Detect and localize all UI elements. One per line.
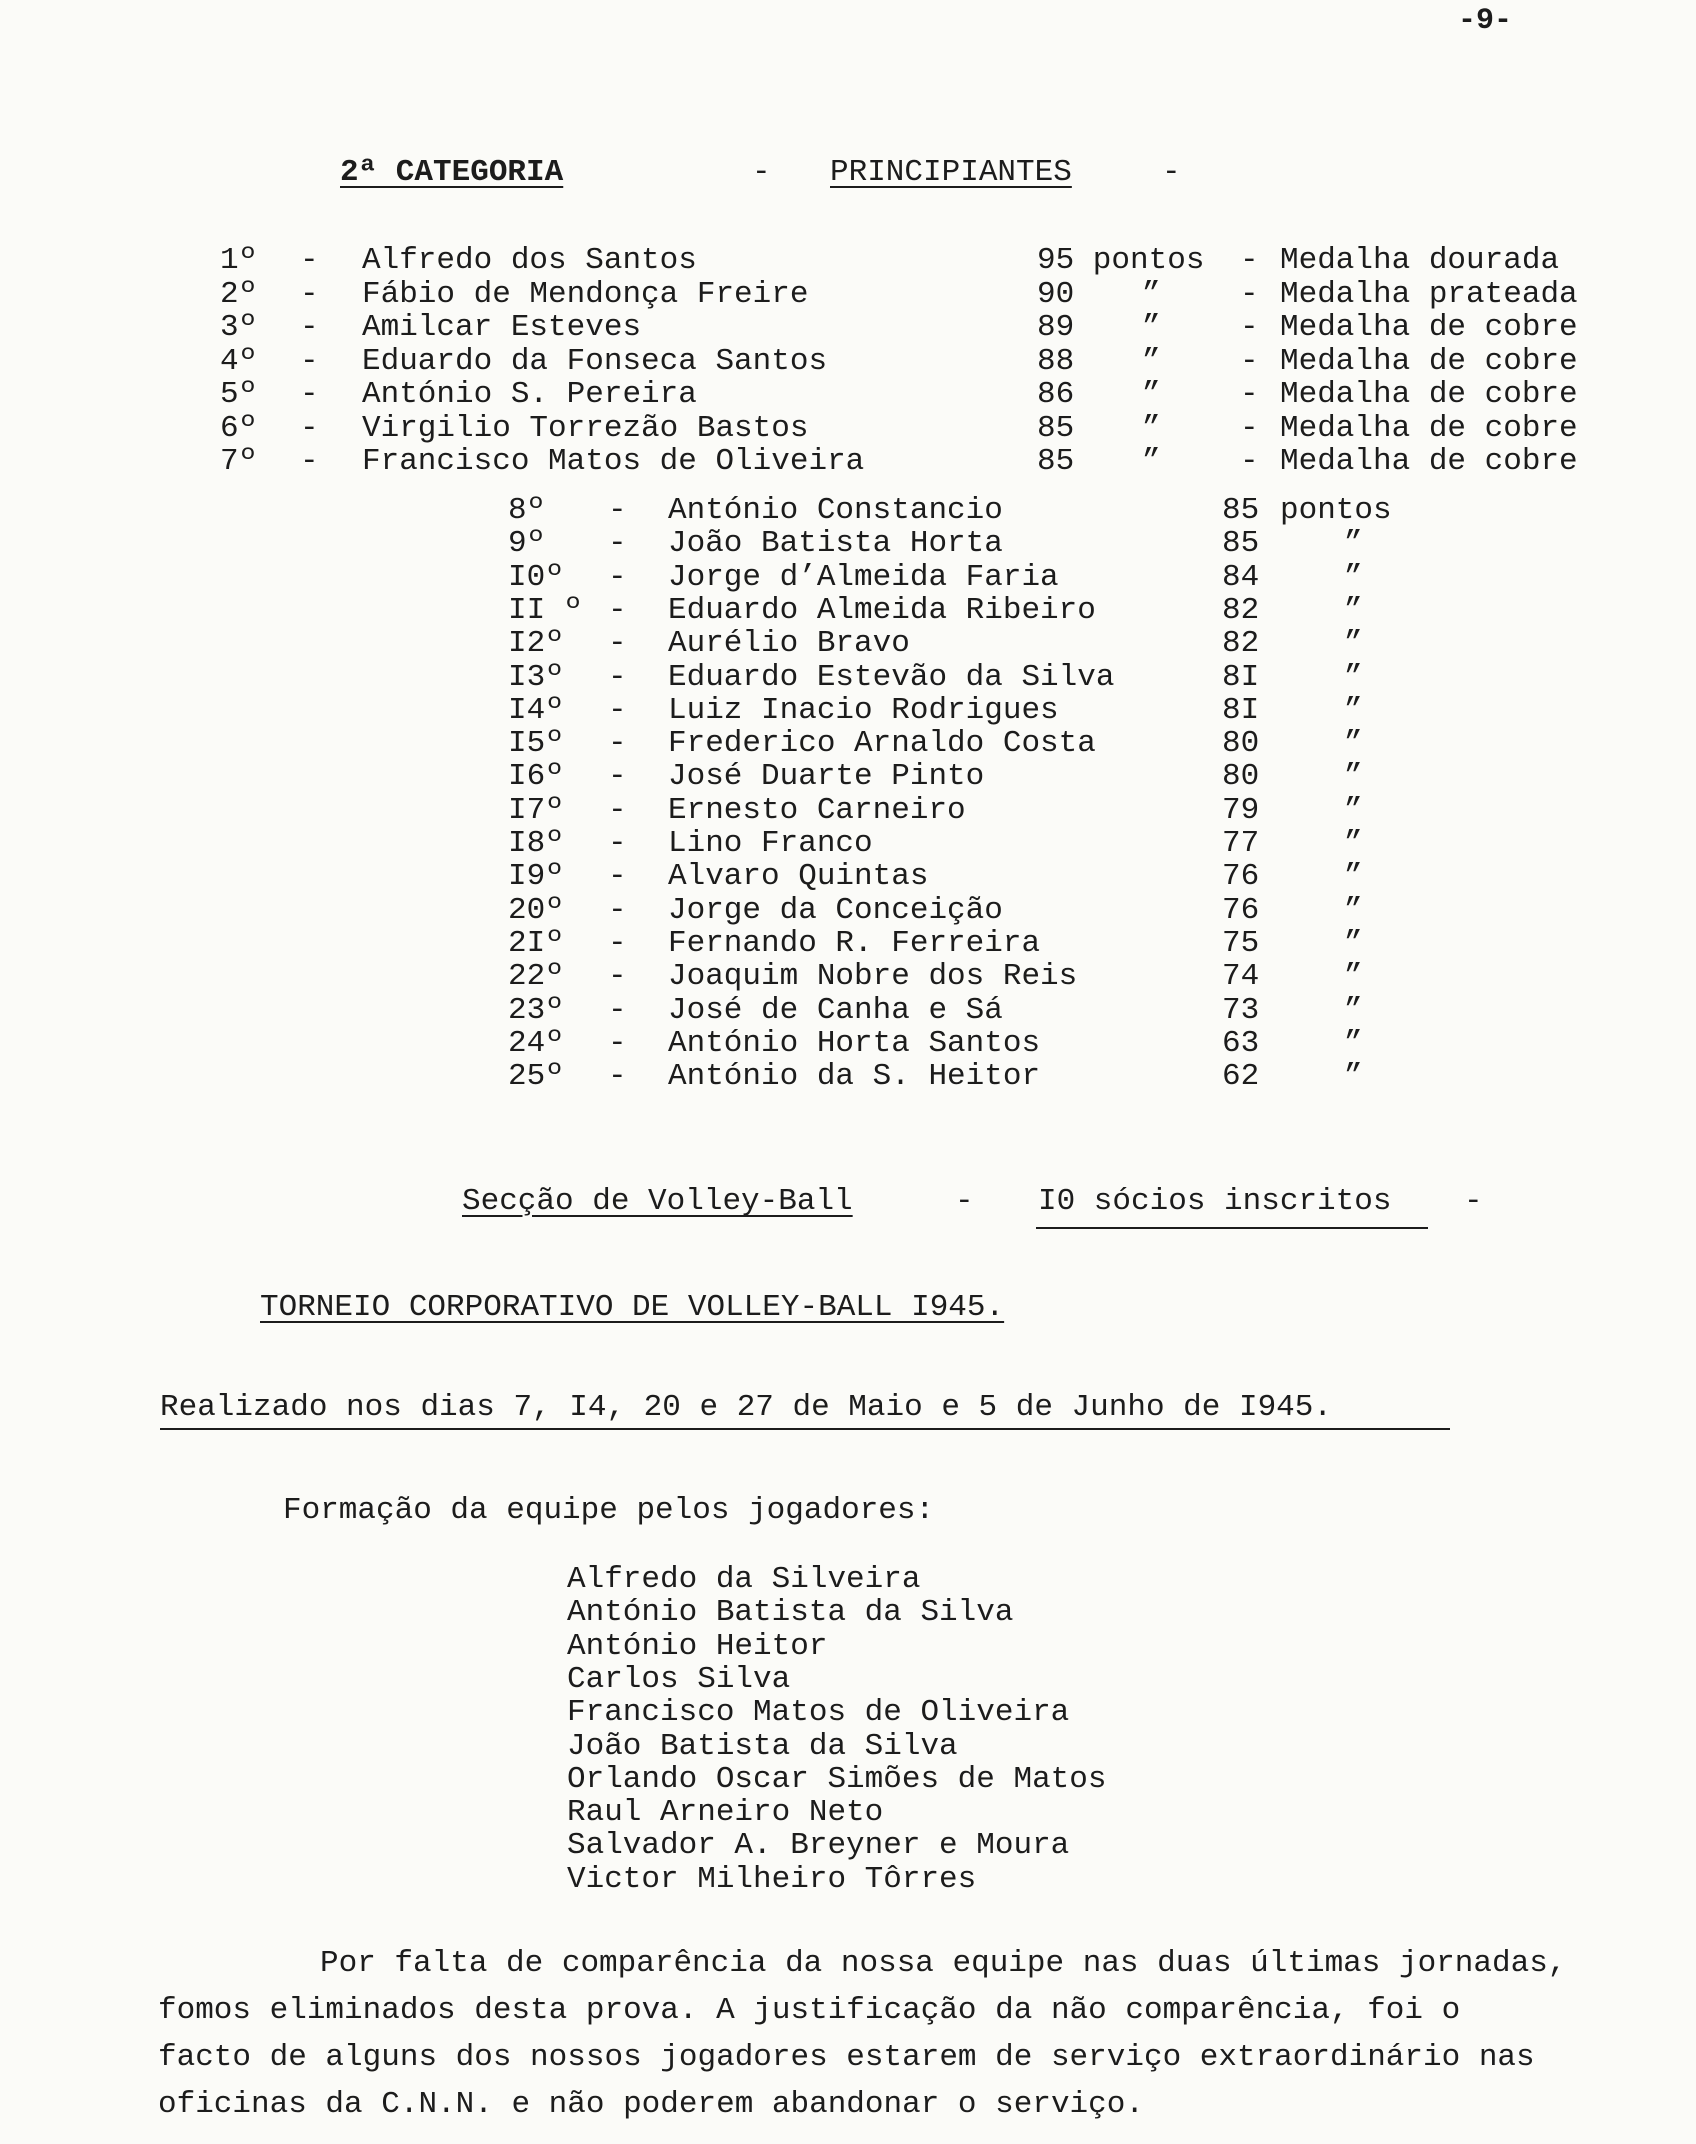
player-name: Salvador A. Breyner e Moura bbox=[567, 1828, 1070, 1864]
points-value: 85 bbox=[1037, 410, 1075, 446]
points-unit: ” bbox=[1344, 592, 1363, 628]
competitor-name: Eduardo Estevão da Silva bbox=[668, 659, 1115, 695]
points-value: 85 bbox=[1222, 526, 1260, 562]
competitor-name: Francisco Matos de Oliveira bbox=[362, 444, 865, 479]
player-name: Raul Arneiro Neto bbox=[567, 1795, 884, 1831]
rank-dash: - bbox=[608, 659, 627, 695]
points-unit: ” bbox=[1344, 1059, 1363, 1095]
rank-place: I0º bbox=[508, 559, 564, 595]
rank-dash: - bbox=[608, 592, 627, 628]
medal-row bbox=[0, 243, 1696, 276]
ranked-row bbox=[0, 560, 1696, 593]
rank-dash: - bbox=[608, 826, 627, 861]
rank-place: 9º bbox=[508, 526, 546, 562]
ranked-row bbox=[0, 759, 1696, 795]
medal-name: Medalha de cobre bbox=[1280, 410, 1578, 446]
points-unit: ” bbox=[1344, 626, 1363, 662]
points-unit: ” bbox=[1344, 692, 1363, 728]
points-unit: ” bbox=[1344, 726, 1363, 762]
rank-place: 5º bbox=[220, 377, 258, 412]
rank-place: 22º bbox=[508, 959, 564, 995]
medal-name: Medalha de cobre bbox=[1280, 310, 1578, 345]
rank-place: I9º bbox=[508, 859, 564, 895]
rank-dash: - bbox=[608, 1059, 627, 1095]
medal-name: Medalha dourada bbox=[1280, 243, 1560, 278]
points-unit: ” bbox=[1344, 826, 1363, 861]
ditto-mark: ” bbox=[1142, 276, 1161, 312]
ranked-row bbox=[0, 926, 1696, 959]
rank-dash: - bbox=[608, 892, 627, 928]
points-unit: ” bbox=[1344, 925, 1363, 961]
tournament-dates-underline bbox=[160, 1428, 1450, 1430]
paragraph-line: Por falta de comparência da nossa equipe nas duas últimas jornadas, bbox=[320, 1946, 1567, 1981]
points-value: 8I bbox=[1222, 659, 1260, 695]
competitor-name: António Horta Santos bbox=[668, 1025, 1041, 1061]
medal-row bbox=[0, 377, 1696, 410]
player-name: Carlos Silva bbox=[567, 1661, 791, 1697]
points-value: 62 bbox=[1222, 1059, 1260, 1095]
points-unit: ” bbox=[1344, 659, 1363, 695]
ditto-mark: ” bbox=[1142, 310, 1161, 345]
points-value: 95 pontos bbox=[1037, 243, 1205, 278]
medal-name: Medalha prateada bbox=[1280, 276, 1578, 312]
medal-row bbox=[0, 444, 1696, 477]
rank-place: 25º bbox=[508, 1059, 564, 1095]
points-value: 76 bbox=[1222, 892, 1260, 928]
medal-dash: - bbox=[1240, 343, 1259, 379]
player-name: Victor Milheiro Tôrres bbox=[567, 1861, 977, 1897]
medal-row bbox=[0, 310, 1696, 343]
ranked-row bbox=[0, 493, 1696, 526]
ranked-row bbox=[0, 626, 1696, 662]
competitor-name: Eduardo Almeida Ribeiro bbox=[668, 592, 1096, 628]
ditto-mark: ” bbox=[1142, 444, 1161, 479]
rank-place: I5º bbox=[508, 726, 564, 762]
points-value: 79 bbox=[1222, 792, 1260, 828]
points-value: 75 bbox=[1222, 925, 1260, 961]
competitor-name: Eduardo da Fonseca Santos bbox=[362, 343, 828, 379]
player-name: João Batista da Silva bbox=[567, 1728, 958, 1764]
ranked-row bbox=[0, 1026, 1696, 1059]
competitor-name: Luiz Inacio Rodrigues bbox=[668, 692, 1059, 728]
paragraph-line: oficinas da C.N.N. e não poderem abandonar o serviço. bbox=[158, 2087, 1144, 2122]
medal-dash: - bbox=[1240, 276, 1259, 312]
competitor-name: Frederico Arnaldo Costa bbox=[668, 726, 1096, 762]
medal-name: Medalha de cobre bbox=[1280, 343, 1578, 379]
competitor-name: Ernesto Carneiro bbox=[668, 792, 966, 828]
rank-place: 2º bbox=[220, 276, 258, 312]
ditto-mark: ” bbox=[1142, 410, 1161, 446]
points-value: 8I bbox=[1222, 692, 1260, 728]
rank-dash: - bbox=[608, 626, 627, 662]
ranked-row bbox=[0, 1059, 1696, 1095]
rank-place: 8º bbox=[508, 493, 546, 528]
rank-dash: - bbox=[300, 310, 319, 345]
competitor-name: Amilcar Esteves bbox=[362, 310, 642, 345]
points-value: 89 bbox=[1037, 310, 1075, 345]
rank-dash: - bbox=[300, 243, 319, 278]
paragraph-line: fomos eliminados desta prova. A justificação da não comparência, foi o bbox=[158, 1993, 1461, 2028]
rank-dash: - bbox=[608, 959, 627, 995]
points-unit: pontos bbox=[1280, 493, 1392, 528]
rank-place: I6º bbox=[508, 759, 564, 795]
points-unit: ” bbox=[1344, 526, 1363, 562]
medal-name: Medalha de cobre bbox=[1280, 377, 1578, 412]
ranked-row bbox=[0, 660, 1696, 693]
competitor-name: Lino Franco bbox=[668, 826, 873, 861]
points-value: 76 bbox=[1222, 859, 1260, 895]
competitor-name: José de Canha e Sá bbox=[668, 992, 1003, 1028]
paragraph-line: facto de alguns dos nossos jogadores estarem de serviço extraordinário nas bbox=[158, 2040, 1535, 2075]
points-value: 82 bbox=[1222, 592, 1260, 628]
rank-dash: - bbox=[608, 526, 627, 562]
points-unit: ” bbox=[1344, 892, 1363, 928]
rank-place: 4º bbox=[220, 343, 258, 379]
rank-dash: - bbox=[608, 859, 627, 895]
medal-row bbox=[0, 411, 1696, 444]
medal-dash: - bbox=[1240, 410, 1259, 446]
ditto-mark: ” bbox=[1142, 343, 1161, 379]
volley-section-title: Secção de Volley-Ball bbox=[462, 1184, 853, 1219]
rank-dash: - bbox=[608, 726, 627, 762]
medal-name: Medalha de cobre bbox=[1280, 444, 1578, 479]
ranked-row bbox=[0, 993, 1696, 1026]
player-name: António Heitor bbox=[567, 1628, 828, 1664]
ranked-row bbox=[0, 526, 1696, 562]
rank-dash: - bbox=[300, 276, 319, 312]
medal-dash: - bbox=[1240, 377, 1259, 412]
points-value: 73 bbox=[1222, 992, 1260, 1028]
volley-members-underline bbox=[1036, 1227, 1428, 1229]
rank-place: 6º bbox=[220, 410, 258, 446]
rank-dash: - bbox=[608, 792, 627, 828]
volley-dash-1: - bbox=[955, 1184, 974, 1219]
volley-dash-2: - bbox=[1464, 1184, 1483, 1219]
header-dash-2: - bbox=[1162, 155, 1181, 190]
player-name: Alfredo da Silveira bbox=[567, 1562, 921, 1597]
points-value: 82 bbox=[1222, 626, 1260, 662]
competitor-name: Joaquim Nobre dos Reis bbox=[668, 959, 1078, 995]
rank-dash: - bbox=[608, 493, 627, 528]
volley-members: I0 sócios inscritos bbox=[1038, 1184, 1392, 1219]
competitor-name: Alvaro Quintas bbox=[668, 859, 929, 895]
rank-place: I3º bbox=[508, 659, 564, 695]
rank-place: 24º bbox=[508, 1025, 564, 1061]
player-name: Orlando Oscar Simões de Matos bbox=[567, 1761, 1107, 1797]
rank-place: 2Iº bbox=[508, 925, 564, 961]
points-unit: ” bbox=[1344, 559, 1363, 595]
rank-place: 1º bbox=[220, 243, 258, 278]
rank-dash: - bbox=[608, 692, 627, 728]
ranked-row bbox=[0, 893, 1696, 926]
header-dash-1: - bbox=[752, 155, 771, 190]
rank-dash: - bbox=[300, 410, 319, 446]
points-value: 63 bbox=[1222, 1025, 1260, 1061]
points-value: 86 bbox=[1037, 377, 1075, 412]
tournament-dates: Realizado nos dias 7, I4, 20 e 27 de Maio e 5 de Junho de I945. bbox=[160, 1390, 1332, 1425]
competitor-name: Alfredo dos Santos bbox=[362, 243, 697, 278]
team-intro: Formação da equipe pelos jogadores: bbox=[283, 1493, 935, 1528]
rank-place: 7º bbox=[220, 444, 258, 479]
competitor-name: José Duarte Pinto bbox=[668, 759, 985, 795]
competitor-name: Jorge da Conceição bbox=[668, 892, 1003, 928]
tournament-title: TORNEIO CORPORATIVO DE VOLLEY-BALL I945. bbox=[260, 1290, 1005, 1325]
rank-dash: - bbox=[608, 925, 627, 961]
points-value: 77 bbox=[1222, 826, 1260, 861]
competitor-name: Fernando R. Ferreira bbox=[668, 925, 1041, 961]
player-name: Francisco Matos de Oliveira bbox=[567, 1695, 1070, 1731]
rank-dash: - bbox=[608, 1025, 627, 1061]
competitor-name: António da S. Heitor bbox=[668, 1059, 1041, 1095]
competitor-name: Fábio de Mendonça Freire bbox=[362, 276, 809, 312]
points-unit: ” bbox=[1344, 859, 1363, 895]
rank-place: I2º bbox=[508, 626, 564, 662]
ditto-mark: ” bbox=[1142, 377, 1161, 412]
rank-place: 3º bbox=[220, 310, 258, 345]
ranked-row bbox=[0, 793, 1696, 826]
points-value: 85 bbox=[1037, 444, 1075, 479]
points-value: 80 bbox=[1222, 726, 1260, 762]
rank-place: I8º bbox=[508, 826, 564, 861]
rank-place: I7º bbox=[508, 792, 564, 828]
category-name: PRINCIPIANTES bbox=[830, 155, 1072, 190]
points-unit: ” bbox=[1344, 959, 1363, 995]
rank-dash: - bbox=[608, 992, 627, 1028]
page-number: -9- bbox=[1458, 4, 1513, 38]
rank-dash: - bbox=[608, 759, 627, 795]
competitor-name: António S. Pereira bbox=[362, 377, 697, 412]
player-name: António Batista da Silva bbox=[567, 1595, 1014, 1631]
ranked-row bbox=[0, 959, 1696, 995]
ranked-row bbox=[0, 693, 1696, 726]
points-value: 84 bbox=[1222, 559, 1260, 595]
points-value: 74 bbox=[1222, 959, 1260, 995]
ranked-row bbox=[0, 826, 1696, 859]
points-value: 80 bbox=[1222, 759, 1260, 795]
rank-dash: - bbox=[300, 343, 319, 379]
points-value: 90 bbox=[1037, 276, 1075, 312]
medal-dash: - bbox=[1240, 444, 1259, 479]
medal-dash: - bbox=[1240, 243, 1259, 278]
points-unit: ” bbox=[1344, 759, 1363, 795]
category-label: 2ª CATEGORIA bbox=[340, 155, 564, 190]
points-value: 85 bbox=[1222, 493, 1260, 528]
rank-place: II º bbox=[508, 592, 583, 628]
competitor-name: Jorge d’Almeida Faria bbox=[668, 559, 1059, 595]
points-unit: ” bbox=[1344, 1025, 1363, 1061]
rank-place: 23º bbox=[508, 992, 564, 1028]
medal-dash: - bbox=[1240, 310, 1259, 345]
ranked-row bbox=[0, 726, 1696, 762]
points-unit: ” bbox=[1344, 792, 1363, 828]
rank-dash: - bbox=[300, 377, 319, 412]
competitor-name: António Constancio bbox=[668, 493, 1003, 528]
ranked-row bbox=[0, 593, 1696, 626]
rank-place: I4º bbox=[508, 692, 564, 728]
competitor-name: Aurélio Bravo bbox=[668, 626, 910, 662]
medal-row bbox=[0, 277, 1696, 310]
rank-dash: - bbox=[608, 559, 627, 595]
competitor-name: João Batista Horta bbox=[668, 526, 1003, 562]
points-unit: ” bbox=[1344, 992, 1363, 1028]
ranked-row bbox=[0, 859, 1696, 895]
points-value: 88 bbox=[1037, 343, 1075, 379]
rank-place: 20º bbox=[508, 892, 564, 928]
rank-dash: - bbox=[300, 444, 319, 479]
medal-row bbox=[0, 344, 1696, 377]
competitor-name: Virgilio Torrezão Bastos bbox=[362, 410, 809, 446]
